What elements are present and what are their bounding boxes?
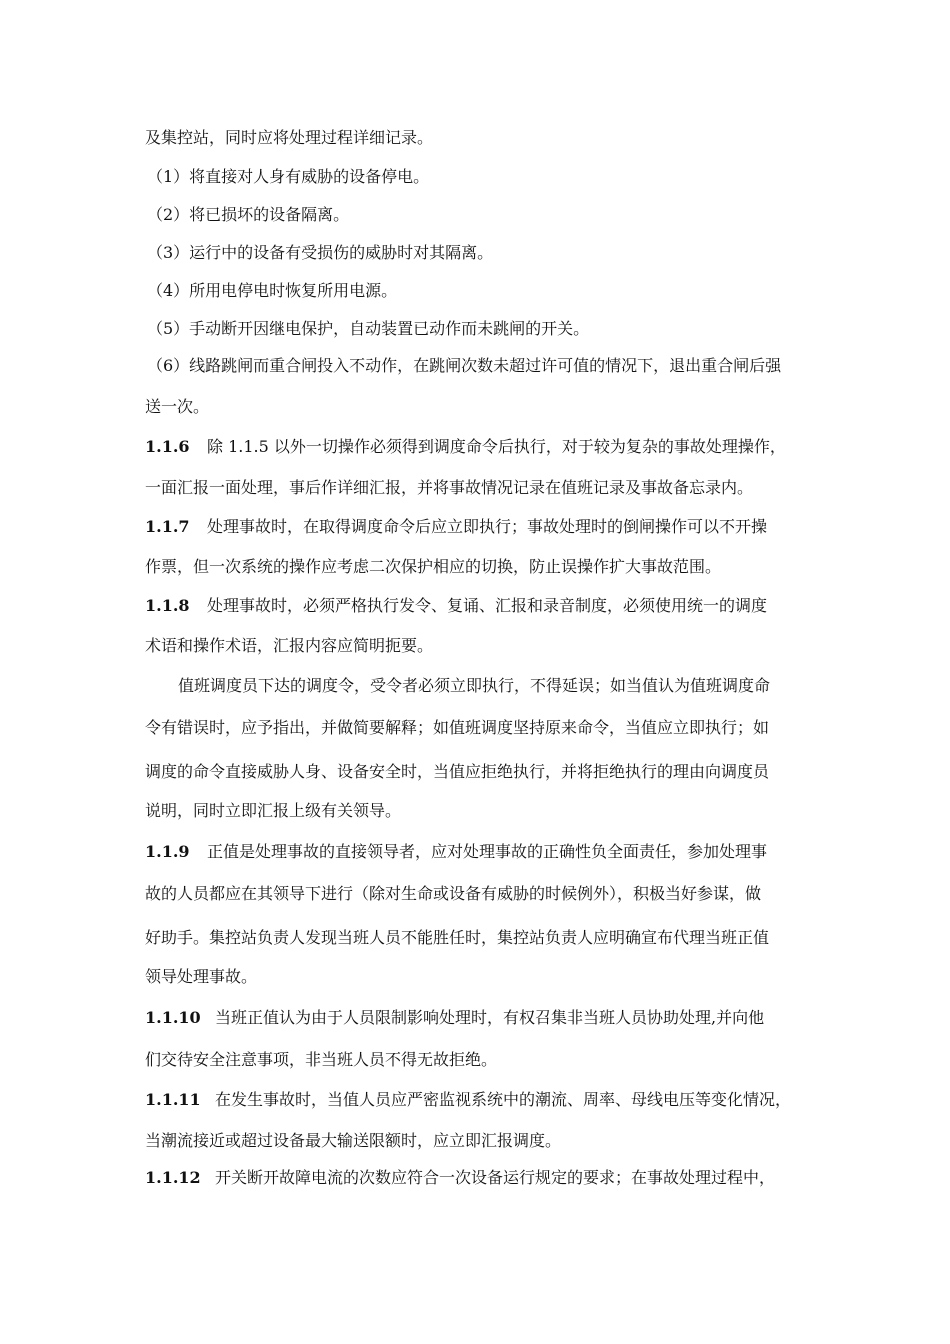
text-line: 一面汇报一面处理，事后作详细汇报，并将事故情况记录在值班记录及事故备忘录内。 (145, 478, 754, 497)
clause-1-1-10: 1.1.10 当班正值认为由于人员限制影响处理时，有权召集非当班人员协助处理,并向他 (145, 1008, 765, 1027)
text-line: 术语和操作术语，汇报内容应简明扼要。 (145, 636, 434, 655)
list-item: （6）线路跳闸而重合闸投入不动作，在跳闸次数未超过许可值的情况下，退出重合闸后强 (147, 356, 782, 375)
clause-number: 1.1.10 (145, 1008, 201, 1027)
text-line: 说明，同时立即汇报上级有关领导。 (145, 801, 402, 820)
clause-number: 1.1.12 (145, 1168, 201, 1187)
text-line: 领导处理事故。 (145, 967, 258, 986)
list-item: （5）手动断开因继电保护，自动装置已动作而未跳闸的开关。 (147, 319, 590, 338)
clause-number: 1.1.8 (145, 596, 190, 615)
clause-number: 1.1.9 (145, 842, 190, 861)
text-line: 故的人员都应在其领导下进行（除对生命或设备有威胁的时候例外），积极当好参谋，做 (145, 884, 762, 903)
text-line: 令有错误时，应予指出，并做简要解释；如值班调度坚持原来命令，当值应立即执行；如 (145, 718, 770, 737)
text-line: 好助手。集控站负责人发现当班人员不能胜任时，集控站负责人应明确宣布代理当班正值 (145, 928, 770, 947)
clause-1-1-8: 1.1.8 处理事故时，必须严格执行发令、复诵、汇报和录音制度，必须使用统一的调度 (145, 596, 768, 615)
text-line: 送一次。 (145, 397, 210, 416)
list-item: （4）所用电停电时恢复所用电源。 (147, 281, 398, 300)
text-line: 们交待安全注意事项，非当班人员不得无故拒绝。 (145, 1050, 498, 1069)
text-line: 调度的命令直接威胁人身、设备安全时，当值应拒绝执行，并将拒绝执行的理由向调度员 (145, 762, 770, 781)
clause-1-1-12: 1.1.12 开关断开故障电流的次数应符合一次设备运行规定的要求；在事故处理过程中， (145, 1168, 776, 1187)
text-line: 作票，但一次系统的操作应考虑二次保护相应的切换，防止误操作扩大事故范围。 (145, 557, 722, 576)
clause-1-1-7: 1.1.7 处理事故时，在取得调度命令后应立即执行；事故处理时的倒闸操作可以不开操 (145, 517, 768, 536)
clause-1-1-6: 1.1.6 除 1.1.5 以外一切操作必须得到调度命令后执行，对于较为复杂的事故处理操作， (145, 437, 786, 456)
list-item: （3）运行中的设备有受损伤的威胁时对其隔离。 (147, 243, 494, 262)
text-line: 及集控站，同时应将处理过程详细记录。 (145, 128, 434, 147)
clause-1-1-11: 1.1.11 在发生事故时，当值人员应严密监视系统中的潮流、周率、母线电压等变化情况， (145, 1090, 792, 1109)
text-line: 当潮流接近或超过设备最大输送限额时，应立即汇报调度。 (145, 1131, 562, 1150)
clause-1-1-9: 1.1.9 正值是处理事故的直接领导者，应对处理事故的正确性负全面责任，参加处理事 (145, 842, 768, 861)
clause-number: 1.1.6 (145, 437, 190, 456)
clause-number: 1.1.11 (145, 1090, 201, 1109)
list-item: （2）将已损坏的设备隔离。 (147, 205, 350, 224)
paragraph-line: 值班调度员下达的调度令，受令者必须立即执行，不得延误；如当值认为值班调度命 (178, 676, 771, 695)
list-item: （1）将直接对人身有威胁的设备停电。 (147, 167, 430, 186)
clause-number: 1.1.7 (145, 517, 190, 536)
